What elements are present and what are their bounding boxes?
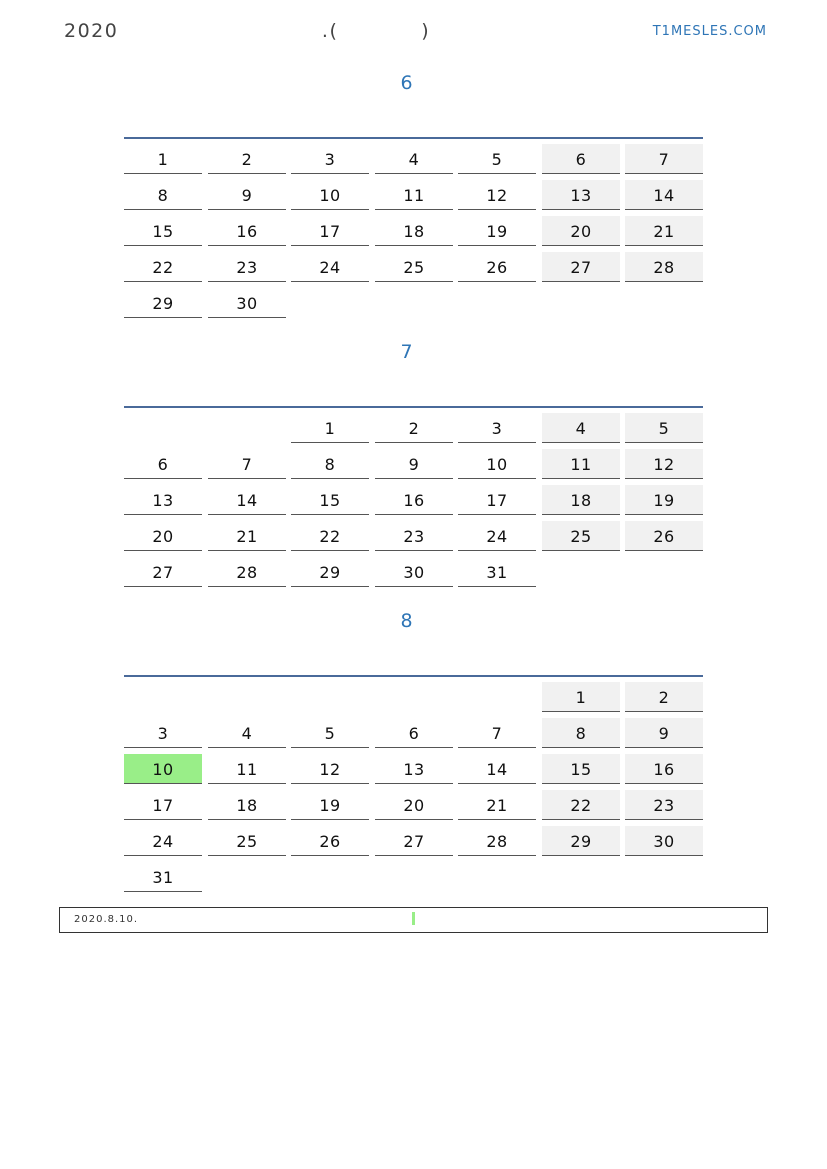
day-cell: 21: [208, 521, 286, 551]
day-cell: 1: [124, 144, 202, 174]
day-cell: 23: [625, 790, 703, 820]
month-divider: [124, 137, 703, 139]
day-cell: 5: [291, 718, 369, 748]
day-cell: 7: [625, 144, 703, 174]
day-cell: 27: [124, 557, 202, 587]
day-cell: 6: [124, 449, 202, 479]
day-cell: 25: [208, 826, 286, 856]
day-cell: 21: [458, 790, 536, 820]
day-cell: 7: [208, 449, 286, 479]
day-cell: 14: [625, 180, 703, 210]
day-cell: 17: [124, 790, 202, 820]
month-divider: [124, 675, 703, 677]
day-cell: 26: [458, 252, 536, 282]
month-divider: [124, 406, 703, 408]
day-cell: 4: [375, 144, 453, 174]
day-cell: 15: [291, 485, 369, 515]
day-cell: 13: [375, 754, 453, 784]
day-cell: 28: [458, 826, 536, 856]
day-cell: 22: [291, 521, 369, 551]
day-cell: 31: [458, 557, 536, 587]
day-cell: 26: [291, 826, 369, 856]
month-title: 6: [400, 72, 413, 94]
month-title: 7: [400, 341, 413, 363]
day-cell: 17: [291, 216, 369, 246]
day-cell: 18: [375, 216, 453, 246]
day-cell: 19: [291, 790, 369, 820]
day-cell: 6: [375, 718, 453, 748]
day-cell: 9: [375, 449, 453, 479]
month-title: 8: [400, 610, 413, 632]
day-cell: 23: [375, 521, 453, 551]
day-cell: 20: [375, 790, 453, 820]
day-cell: 28: [208, 557, 286, 587]
day-cell: 22: [124, 252, 202, 282]
day-cell: 13: [542, 180, 620, 210]
site-link[interactable]: T1MESLES.COM: [652, 24, 767, 39]
day-cell: 21: [625, 216, 703, 246]
day-cell: 5: [625, 413, 703, 443]
day-cell: 2: [625, 682, 703, 712]
day-cell: 24: [291, 252, 369, 282]
day-cell: 29: [124, 288, 202, 318]
day-cell: 5: [458, 144, 536, 174]
day-cell: 30: [625, 826, 703, 856]
day-cell: 11: [208, 754, 286, 784]
day-cell: 10: [458, 449, 536, 479]
day-cell: 18: [542, 485, 620, 515]
day-cell: 29: [542, 826, 620, 856]
day-cell: 18: [208, 790, 286, 820]
day-cell: 1: [291, 413, 369, 443]
day-cell: 12: [458, 180, 536, 210]
day-cell: 23: [208, 252, 286, 282]
day-cell: 4: [208, 718, 286, 748]
day-cell: 25: [375, 252, 453, 282]
day-cell: 28: [625, 252, 703, 282]
day-cell: 14: [458, 754, 536, 784]
day-cell: 15: [542, 754, 620, 784]
day-cell: 11: [542, 449, 620, 479]
day-cell: 25: [542, 521, 620, 551]
day-cell: 24: [458, 521, 536, 551]
day-cell: 12: [625, 449, 703, 479]
day-cell: 31: [124, 862, 202, 892]
day-cell: 2: [375, 413, 453, 443]
footer-date: 2020.8.10.: [74, 914, 139, 925]
day-cell: 10: [124, 754, 202, 784]
day-cell: 19: [625, 485, 703, 515]
day-cell: 12: [291, 754, 369, 784]
day-cell: 19: [458, 216, 536, 246]
day-cell: 6: [542, 144, 620, 174]
day-cell: 3: [124, 718, 202, 748]
day-cell: 4: [542, 413, 620, 443]
day-cell: 8: [542, 718, 620, 748]
day-cell: 2: [208, 144, 286, 174]
day-cell: 20: [124, 521, 202, 551]
day-cell: 15: [124, 216, 202, 246]
day-cell: 9: [208, 180, 286, 210]
day-cell: 29: [291, 557, 369, 587]
day-cell: 20: [542, 216, 620, 246]
day-cell: 1: [542, 682, 620, 712]
day-cell: 13: [124, 485, 202, 515]
day-cell: 27: [542, 252, 620, 282]
day-cell: 9: [625, 718, 703, 748]
footer-box: [59, 907, 768, 933]
day-cell: 22: [542, 790, 620, 820]
day-cell: 24: [124, 826, 202, 856]
day-cell: 14: [208, 485, 286, 515]
day-cell: 17: [458, 485, 536, 515]
day-cell: 8: [291, 449, 369, 479]
day-cell: 3: [291, 144, 369, 174]
day-cell: 16: [208, 216, 286, 246]
day-cell: 3: [458, 413, 536, 443]
day-cell: 16: [625, 754, 703, 784]
day-cell: 26: [625, 521, 703, 551]
day-cell: 30: [208, 288, 286, 318]
page-title: 2020 .( ): [64, 20, 431, 42]
day-cell: 11: [375, 180, 453, 210]
day-cell: 30: [375, 557, 453, 587]
day-cell: 7: [458, 718, 536, 748]
day-cell: 16: [375, 485, 453, 515]
day-cell: 27: [375, 826, 453, 856]
day-cell: 10: [291, 180, 369, 210]
today-marker: [412, 912, 415, 925]
day-cell: 8: [124, 180, 202, 210]
